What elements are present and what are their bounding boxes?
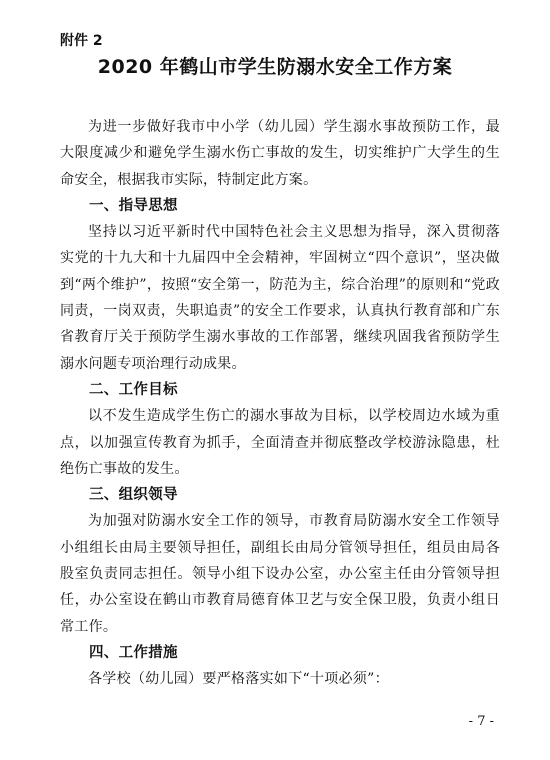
section-text-organization: 为加强对防溺水安全工作的领导，市教育局防溺水安全工作领导小组组长由局主要领导担任，副组长由局分管领导担任，组员由局各股室负责同志担任。领导小组下设办公室，办公室主任由分管领导担任，办公室设在鹤山市教育局德育体卫艺与安全保卫股，负责小组日常工作。 bbox=[60, 513, 500, 635]
section-text-guiding-ideology: 坚持以习近平新时代中国特色社会主义思想为指导，深入贯彻落实党的十九大和十九届四中全会精神，牢固树立“四个意识”，坚决做到“两个维护”，按照“安全第一，防范为主，综合治理”的原则和“党政同责，一岗双责，失职追责”的安全工作要求，认真执行教育部和广东省教育厅关于预防学生溺水事故的工作部署，继续巩固我省预防学生溺水问题专项治理行动成果。 bbox=[60, 224, 500, 372]
document-body bbox=[60, 114, 500, 693]
section-heading-organization: 三、组织领导 bbox=[89, 487, 178, 504]
section-heading-work-goal: 二、工作目标 bbox=[89, 381, 178, 398]
page-number: - 7 - bbox=[468, 714, 494, 729]
attachment-label: 附件 2 bbox=[60, 33, 103, 49]
intro-paragraph: 为进一步做好我市中小学（幼儿园）学生溺水事故预防工作，最大限度减少和避免学生溺水伤亡事故的发生，切实维护广大学生的生命安全，根据我市实际，特制定此方案。 bbox=[60, 119, 500, 188]
document-title: 2020 年鹤山市学生防溺水安全工作方案 bbox=[97, 56, 453, 78]
section-heading-measures: 四、工作措施 bbox=[89, 644, 178, 661]
section-text-measures: 各学校（幼儿园）要严格落实如下“十项必须”： bbox=[88, 671, 389, 688]
section-heading-guiding-ideology: 一、指导思想 bbox=[89, 197, 178, 214]
section-text-work-goal: 以不发生造成学生伤亡的溺水事故为目标，以学校周边水域为重点，以加强宣传教育为抓手，全面清查并彻底整改学校游泳隐患，杜绝伤亡事故的发生。 bbox=[60, 408, 500, 477]
